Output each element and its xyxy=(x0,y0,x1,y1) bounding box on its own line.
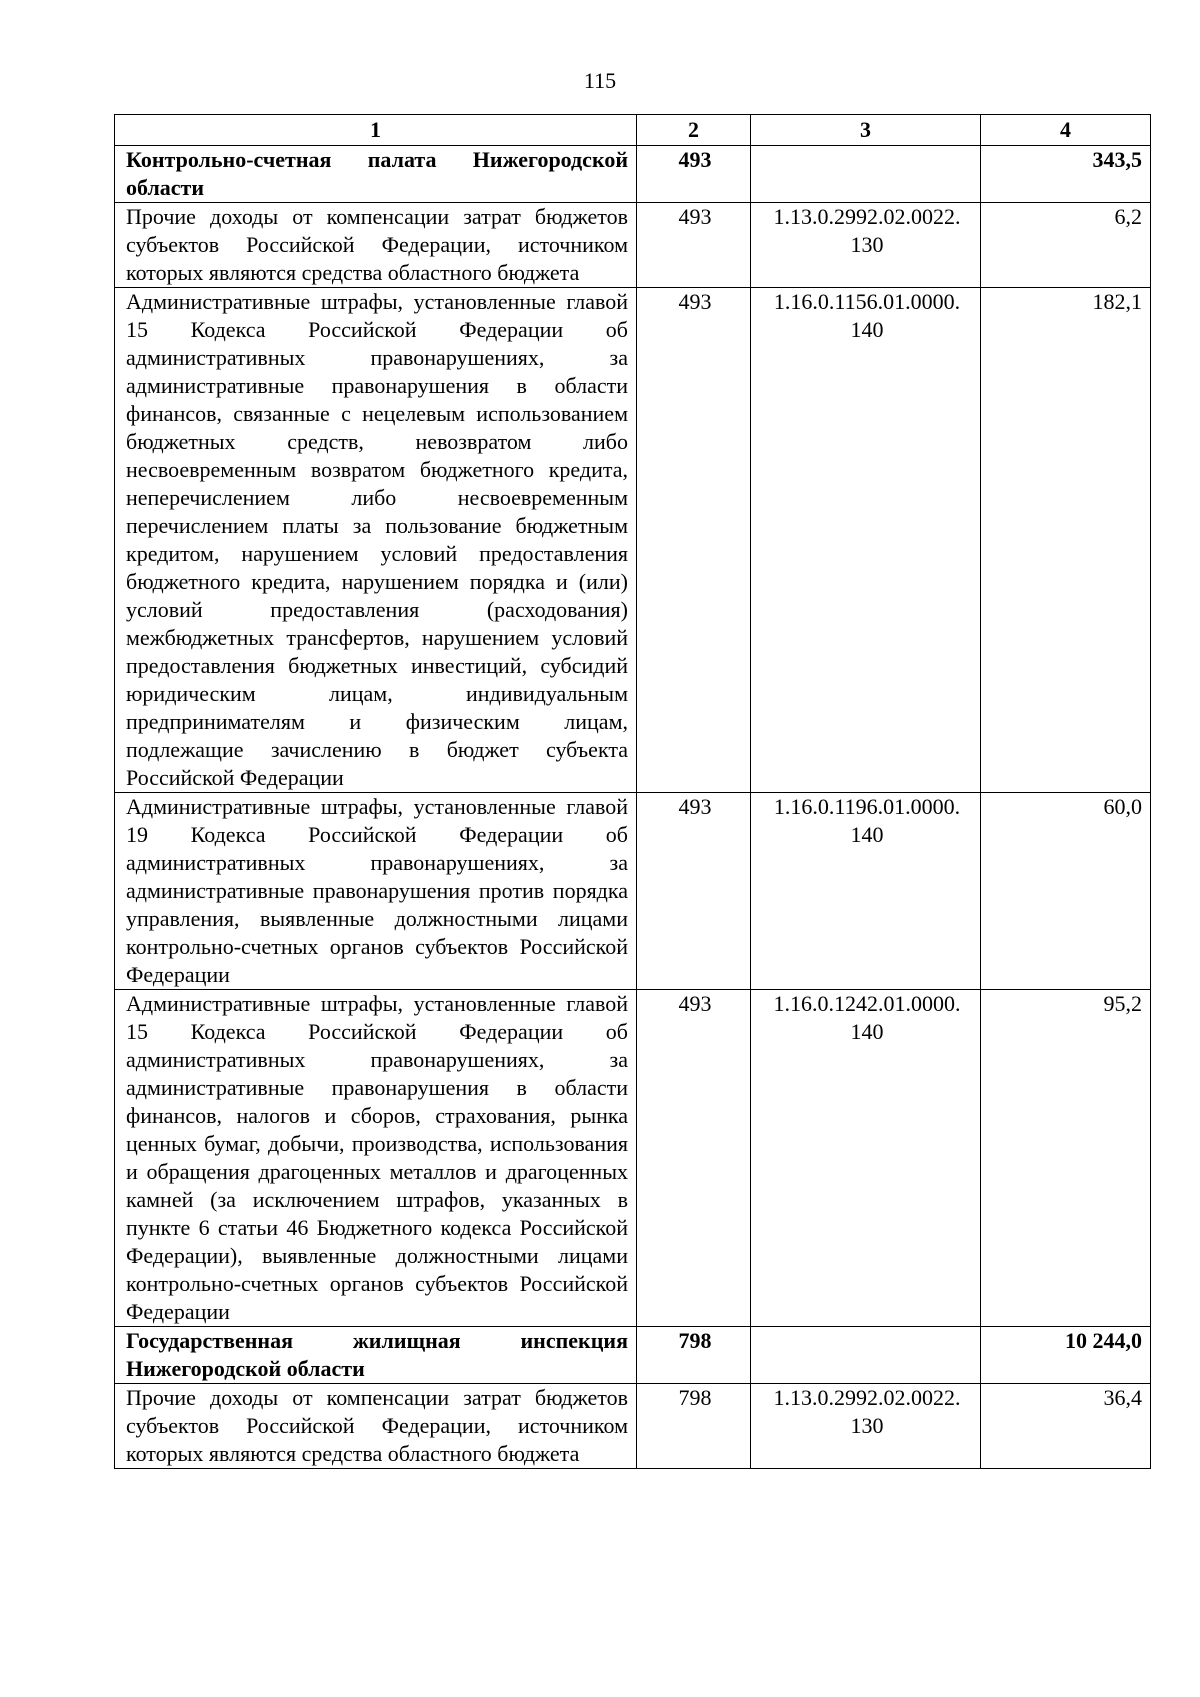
row-description: Государственная жилищная инспекция Нижегородской области xyxy=(115,1327,637,1384)
row-amount: 36,4 xyxy=(981,1384,1151,1469)
row-budget-code xyxy=(751,793,981,990)
row-budget-code xyxy=(751,146,981,203)
row-admin-code: 798 xyxy=(637,1327,751,1384)
row-admin-code: 493 xyxy=(637,146,751,203)
budget-code-line-2: 140 xyxy=(850,822,884,847)
row-admin-code: 493 xyxy=(637,793,751,990)
table-body xyxy=(115,146,1151,1469)
budget-code-line-2: 140 xyxy=(850,317,884,342)
row-admin-code: 493 xyxy=(637,288,751,793)
budget-code-line-1: 1.16.0.1156.01.0000. xyxy=(773,289,961,314)
budget-code-line-2: 130 xyxy=(850,1413,884,1438)
column-header-1: 1 xyxy=(115,115,637,146)
budget-code-line-1: 1.16.0.1242.01.0000. xyxy=(773,991,961,1016)
table-section-row xyxy=(115,146,1151,203)
budget-code-line-1: 1.13.0.2992.02.0022. xyxy=(773,1385,961,1410)
column-header-4: 4 xyxy=(981,115,1151,146)
table-section-row xyxy=(115,1327,1151,1384)
table-row xyxy=(115,1384,1151,1469)
row-budget-code xyxy=(751,203,981,288)
row-budget-code xyxy=(751,288,981,793)
budget-code-line-2: 140 xyxy=(850,1019,884,1044)
row-description: Прочие доходы от компенсации затрат бюджетов субъектов Российской Федерации, источником которых являются средства областного бюджета xyxy=(115,203,637,288)
budget-code-line-1: 1.13.0.2992.02.0022. xyxy=(773,204,961,229)
page-number: 115 xyxy=(583,68,617,93)
row-budget-code xyxy=(751,1327,981,1384)
row-amount: 343,5 xyxy=(981,146,1151,203)
column-header-2: 2 xyxy=(637,115,751,146)
table-row xyxy=(115,793,1151,990)
row-description: Административные штрафы, установленные главой 15 Кодекса Российской Федерации об административных правонарушениях, за административные правонарушения в области финансов, связанные с нецелевым использованием бюджетных средств, невозвратом либо несвоевременным возвратом бюджетного кредита, неперечислением либо несвоевременным перечислением платы за пользование бюджетным кредитом, нарушением условий предоставления бюджетного кредита, нарушением порядка и (или) условий предоставления (расходования) межбюджетных трансфертов, нарушением условий предоставления бюджетных инвестиций, субсидий юридическим лицам, индивидуальным предпринимателям и физическим лицам, подлежащие зачислению в бюджет субъекта Российской Федерации xyxy=(115,288,637,793)
budget-code-line-2: 130 xyxy=(850,232,884,257)
budget-code-line-1: 1.16.0.1196.01.0000. xyxy=(773,794,961,819)
table-row xyxy=(115,990,1151,1327)
row-amount: 95,2 xyxy=(981,990,1151,1327)
column-header-3: 3 xyxy=(751,115,981,146)
row-admin-code: 493 xyxy=(637,990,751,1327)
row-admin-code: 798 xyxy=(637,1384,751,1469)
row-description: Контрольно-счетная палата Нижегородской области xyxy=(115,146,637,203)
table-row xyxy=(115,203,1151,288)
row-admin-code: 493 xyxy=(637,203,751,288)
row-amount: 6,2 xyxy=(981,203,1151,288)
row-amount: 182,1 xyxy=(981,288,1151,793)
row-budget-code xyxy=(751,1384,981,1469)
table-header-row xyxy=(115,115,1151,146)
revenue-table xyxy=(114,114,1151,1469)
row-description: Прочие доходы от компенсации затрат бюджетов субъектов Российской Федерации, источником которых являются средства областного бюджета xyxy=(115,1384,637,1469)
table-row xyxy=(115,288,1151,793)
row-amount: 60,0 xyxy=(981,793,1151,990)
row-description: Административные штрафы, установленные главой 15 Кодекса Российской Федерации об административных правонарушениях, за административные правонарушения в области финансов, налогов и сборов, страхования, рынка ценных бумаг, добычи, производства, использования и обращения драгоценных металлов и драгоценных камней (за исключением штрафов, указанных в пункте 6 статьи 46 Бюджетного кодекса Российской Федерации), выявленные должностными лицами контрольно-счетных органов субъектов Российской Федерации xyxy=(115,990,637,1327)
row-amount: 10 244,0 xyxy=(981,1327,1151,1384)
row-description: Административные штрафы, установленные главой 19 Кодекса Российской Федерации об административных правонарушениях, за административные правонарушения против порядка управления, выявленные должностными лицами контрольно-счетных органов субъектов Российской Федерации xyxy=(115,793,637,990)
row-budget-code xyxy=(751,990,981,1327)
